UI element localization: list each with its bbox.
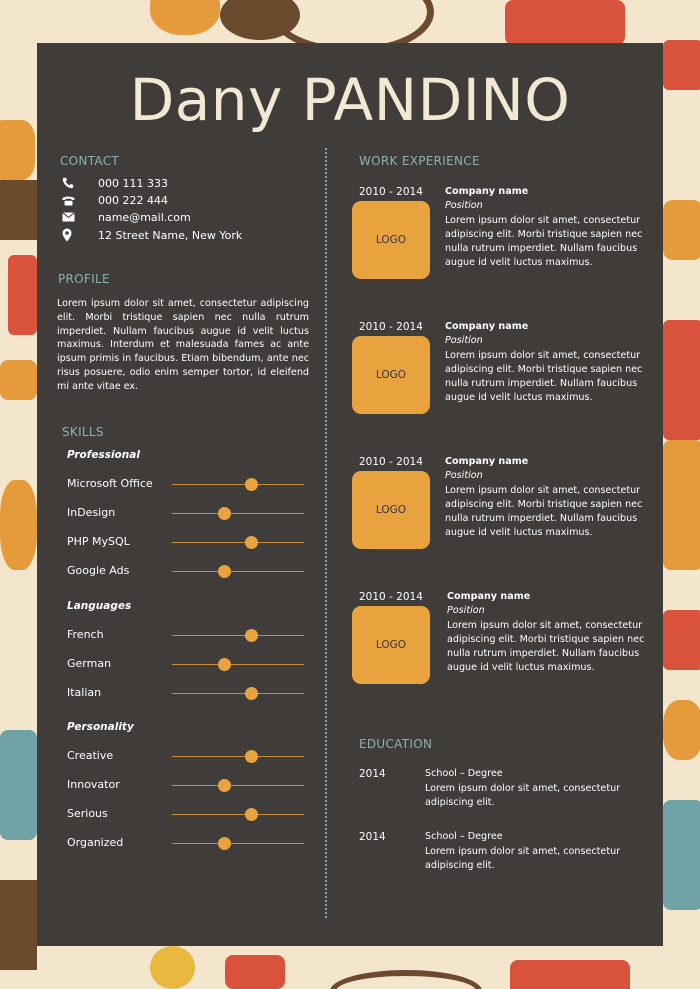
profile-text: Lorem ipsum dolor sit amet, consectetur adipiscing elit. Morbi tristique sapien nec nulla rutrum imperdiet. Nullam faucibus augue id velit luctus maximus. Interdum et malesuada fames ac ante ipsum primis in faucibus. Etiam bibendum, ante nec risus posuere, odio enim semper tortor, id eleifend mi ante vitae ex. xyxy=(57,298,309,392)
skill-name: Microsoft Office xyxy=(67,477,153,490)
education-year: 2014 xyxy=(359,768,386,780)
resume-panel xyxy=(37,43,663,946)
skill-row xyxy=(67,625,307,645)
skill-row xyxy=(67,746,307,766)
orange-shape-decoration xyxy=(663,700,700,760)
job-description: Lorem ipsum dolor sit amet, consectetur adipiscing elit. Morbi tristique sapien nec nulla rutrum imperdiet. Nullam faucibus augue id velit luctus maximus. xyxy=(445,485,643,538)
job-position: Position xyxy=(447,605,485,616)
skill-row xyxy=(67,654,307,674)
skills-languages-label: Languages xyxy=(67,600,132,612)
watch-decoration xyxy=(225,955,285,989)
company-name: Company name xyxy=(445,186,529,197)
skill-name: InDesign xyxy=(67,506,116,519)
skill-slider-knob[interactable] xyxy=(218,837,231,850)
company-name: Company name xyxy=(445,456,529,467)
typewriter-decoration xyxy=(663,320,700,440)
education-description: Lorem ipsum dolor sit amet, consectetur adipiscing elit. xyxy=(425,846,621,871)
skill-slider-knob[interactable] xyxy=(245,687,258,700)
skill-name: Organized xyxy=(67,836,124,849)
contact-phone: 000 111 333 xyxy=(98,176,168,190)
contact-heading: CONTACT xyxy=(60,154,120,168)
skill-name: German xyxy=(67,657,112,670)
skill-row xyxy=(67,833,307,853)
skill-slider-knob[interactable] xyxy=(218,779,231,792)
duck-decoration xyxy=(150,946,195,989)
contact-fax: 000 222 444 xyxy=(98,193,168,207)
company-logo: LOGO xyxy=(352,471,430,549)
envelope-icon xyxy=(62,210,84,224)
education-description: Lorem ipsum dolor sit amet, consectetur adipiscing elit. xyxy=(425,783,621,808)
skill-slider-track xyxy=(172,513,304,514)
skill-slider-track xyxy=(172,785,304,786)
skill-slider-knob[interactable] xyxy=(245,629,258,642)
red-object-decoration xyxy=(663,40,700,90)
job-position: Position xyxy=(445,200,483,211)
job-years: 2010 - 2014 xyxy=(359,186,423,198)
candidate-name: Dany PANDINO xyxy=(129,66,571,134)
profile-heading: PROFILE xyxy=(58,272,110,286)
books-decoration xyxy=(0,880,37,970)
glasses-bottom-decoration xyxy=(330,970,482,989)
camera-right-decoration xyxy=(663,440,700,570)
skill-slider-knob[interactable] xyxy=(245,478,258,491)
skill-name: Innovator xyxy=(67,778,120,791)
orange-left-decoration xyxy=(0,360,37,400)
radio-decoration xyxy=(505,0,625,45)
skill-slider-knob[interactable] xyxy=(245,536,258,549)
education-degree: School – Degree xyxy=(425,768,503,779)
skill-slider-track xyxy=(172,571,304,572)
camera-decoration xyxy=(0,180,37,240)
job-position: Position xyxy=(445,470,483,481)
skill-slider-knob[interactable] xyxy=(218,565,231,578)
job-years: 2010 - 2014 xyxy=(359,456,423,468)
phone-icon xyxy=(62,176,84,190)
job-description: Lorem ipsum dolor sit amet, consectetur adipiscing elit. Morbi tristique sapien nec nulla rutrum imperdiet. Nullam faucibus augue id velit luctus maximus. xyxy=(445,350,643,403)
skill-row xyxy=(67,775,307,795)
skill-name: Creative xyxy=(67,749,114,762)
job-description: Lorem ipsum dolor sit amet, consectetur adipiscing elit. Morbi tristique sapien nec nulla rutrum imperdiet. Nullam faucibus augue id velit luctus maximus. xyxy=(445,215,643,268)
job-years: 2010 - 2014 xyxy=(359,591,423,603)
orange-right-decoration xyxy=(663,200,700,260)
skill-slider-track xyxy=(172,542,304,543)
job-description: Lorem ipsum dolor sit amet, consectetur adipiscing elit. Morbi tristique sapien nec nulla rutrum imperdiet. Nullam faucibus augue id velit luctus maximus. xyxy=(447,620,645,673)
skill-slider-track xyxy=(172,814,304,815)
education-degree: School – Degree xyxy=(425,831,503,842)
contact-phone-row xyxy=(62,175,168,191)
teal-typewriter-decoration xyxy=(663,800,700,910)
skills-personality-label: Personality xyxy=(67,721,134,733)
job-position: Position xyxy=(445,335,483,346)
company-name: Company name xyxy=(447,591,531,602)
radio-left-decoration xyxy=(8,255,37,335)
radio-bottom-decoration xyxy=(510,960,630,989)
shape-decoration xyxy=(150,0,220,35)
skill-name: French xyxy=(67,628,104,641)
job-entry xyxy=(352,591,652,691)
job-entry xyxy=(352,321,652,421)
skill-row xyxy=(67,503,307,523)
company-name: Company name xyxy=(445,321,529,332)
fax-icon xyxy=(62,193,84,207)
gramophone-decoration xyxy=(0,480,37,570)
skill-slider-track xyxy=(172,635,304,636)
cassette-decoration xyxy=(663,610,700,670)
skill-row xyxy=(67,804,307,824)
skill-row xyxy=(67,683,307,703)
contact-email[interactable]: name@mail.com xyxy=(98,210,191,224)
skill-slider-track xyxy=(172,484,304,485)
skill-slider-knob[interactable] xyxy=(218,658,231,671)
skill-row xyxy=(67,532,307,552)
skill-slider-track xyxy=(172,756,304,757)
contact-address-row xyxy=(62,227,242,243)
job-entry xyxy=(352,456,652,556)
skill-slider-track xyxy=(172,664,304,665)
education-year: 2014 xyxy=(359,831,386,843)
skills-heading: SKILLS xyxy=(62,425,104,439)
skill-slider-knob[interactable] xyxy=(218,507,231,520)
skill-name: Serious xyxy=(67,807,108,820)
teal-radio-decoration xyxy=(0,730,37,840)
contact-fax-row xyxy=(62,192,168,208)
job-years: 2010 - 2014 xyxy=(359,321,423,333)
skills-professional-label: Professional xyxy=(67,449,140,461)
skill-slider-track xyxy=(172,843,304,844)
location-pin-icon xyxy=(62,228,84,242)
job-entry xyxy=(352,186,652,286)
company-logo: LOGO xyxy=(352,336,430,414)
company-logo: LOGO xyxy=(352,606,430,684)
skill-slider-knob[interactable] xyxy=(245,750,258,763)
column-divider xyxy=(325,148,327,918)
contact-email-row xyxy=(62,209,191,225)
work-heading: WORK EXPERIENCE xyxy=(359,154,480,168)
contact-address: 12 Street Name, New York xyxy=(98,228,243,242)
company-logo: LOGO xyxy=(352,201,430,279)
skill-row xyxy=(67,561,307,581)
skill-slider-track xyxy=(172,693,304,694)
education-heading: EDUCATION xyxy=(359,737,433,751)
skill-slider-knob[interactable] xyxy=(245,808,258,821)
skill-name: Italian xyxy=(67,686,102,699)
horn-decoration xyxy=(0,120,35,180)
skill-name: PHP MySQL xyxy=(67,535,130,548)
skill-row xyxy=(67,474,307,494)
skill-name: Google Ads xyxy=(67,564,130,577)
